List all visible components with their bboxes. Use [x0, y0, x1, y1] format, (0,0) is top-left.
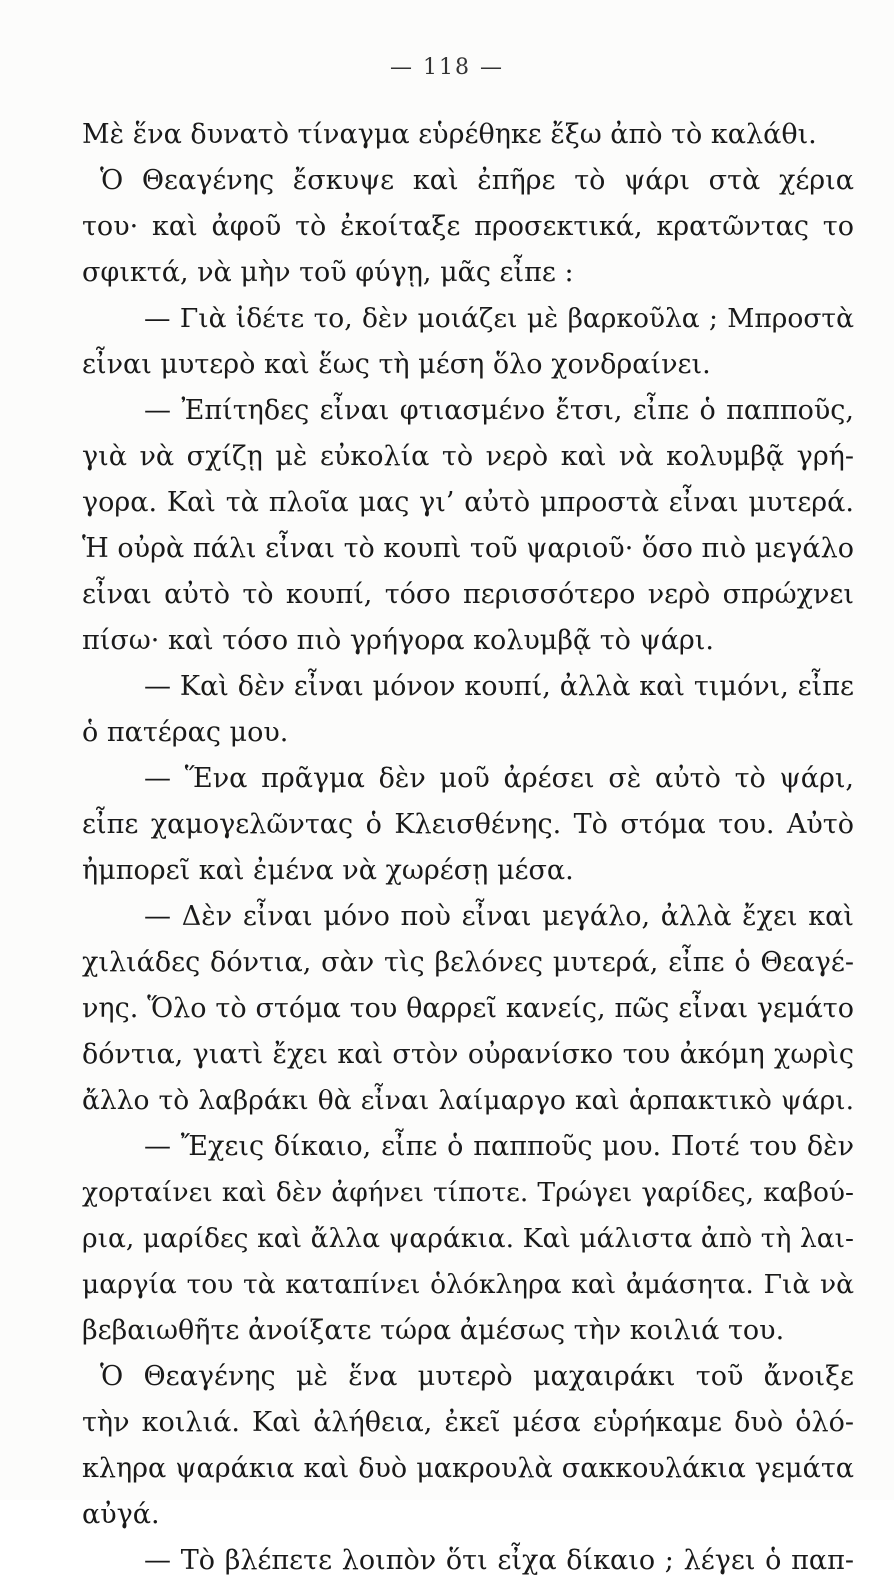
- text-line: γορα. Καὶ τὰ πλοῖα μας γι’ αὐτὸ μπροστὰ εἶναι μυτερά.: [82, 487, 854, 518]
- text-line: — Ἐπίτηδες εἶναι φτιασμένο ἔτσι, εἶπε ὁ παπποῦς,: [144, 395, 854, 426]
- text-line: ἄλλο τὸ λαβράκι θὰ εἶναι λαίμαργο καὶ ἁρπακτικὸ ψάρι.: [82, 1085, 854, 1116]
- text-line: Μὲ ἕνα δυνατὸ τίναγμα εὑρέθηκε ἔξω ἀπὸ τὸ καλάθι.: [82, 119, 817, 150]
- text-line: ὁ πατέρας μου.: [82, 717, 289, 748]
- text-line: δόντια, γιατὶ ἔχει καὶ στὸν οὐρανίσκο του ἀκόμη χωρὶς: [82, 1039, 854, 1070]
- text-line: εἶναι αὐτὸ τὸ κουπί, τόσο περισσότερο νερὸ σπρώχνει: [82, 579, 854, 610]
- text-line: — Καὶ δὲν εἶναι μόνον κουπί, ἀλλὰ καὶ τιμόνι, εἶπε: [144, 671, 854, 702]
- body-text: [82, 112, 854, 1584]
- text-line: — Ἔχεις δίκαιο, εἶπε ὁ παπποῦς μου. Ποτέ του δὲν: [144, 1131, 854, 1162]
- text-line: ἠμπορεῖ καὶ ἐμένα νὰ χωρέσῃ μέσα.: [82, 855, 574, 886]
- text-line: ρια, μαρίδες καὶ ἄλλα ψαράκια. Καὶ μάλιστα ἀπὸ τὴ λαι-: [82, 1223, 854, 1254]
- text-line: Ὁ Θεαγένης μὲ ἕνα μυτερὸ μαχαιράκι τοῦ ἄνοιξε: [100, 1361, 854, 1392]
- page-number: — 118 —: [390, 55, 504, 80]
- text-line: βεβαιωθῆτε ἀνοίξατε τώρα ἀμέσως τὴν κοιλιά του.: [82, 1315, 785, 1346]
- text-line: κληρα ψαράκια καὶ δυὸ μακρουλὰ σακκουλάκια γεμάτα: [82, 1453, 854, 1484]
- text-line: εἶναι μυτερὸ καὶ ἕως τὴ μέση ὅλο χονδραίνει.: [82, 349, 711, 380]
- text-line: νης. Ὅλο τὸ στόμα του θαρρεῖ κανείς, πῶς εἶναι γεμάτο: [82, 993, 854, 1024]
- text-line: Ὁ Θεαγένης ἔσκυψε καὶ ἐπῆρε τὸ ψάρι στὰ χέρια: [100, 165, 854, 196]
- text-line: — Γιὰ ἰδέτε το, δὲν μοιάζει μὲ βαρκοῦλα ; Μπροστὰ: [144, 303, 854, 334]
- text-line: του· καὶ ἀφοῦ τὸ ἐκοίταξε προσεκτικά, κρατῶντας το: [82, 211, 854, 242]
- text-line: χορταίνει καὶ δὲν ἀφήνει τίποτε. Τρώγει γαρίδες, καβού-: [82, 1177, 854, 1208]
- text-line: μαργία του τὰ καταπίνει ὁλόκληρα καὶ ἀμάσητα. Γιὰ νὰ: [82, 1269, 854, 1300]
- text-line: — Ἕνα πρᾶγμα δὲν μοῦ ἀρέσει σὲ αὐτὸ τὸ ψάρι,: [144, 763, 854, 794]
- text-line: χιλιάδες δόντια, σὰν τὶς βελόνες μυτερά, εἶπε ὁ Θεαγέ-: [82, 947, 854, 978]
- text-line: σφικτά, νὰ μὴν τοῦ φύγῃ, μᾶς εἶπε :: [82, 257, 574, 288]
- text-line: — Τὸ βλέπετε λοιπὸν ὅτι εἶχα δίκαιο ; λέγει ὁ παπ-: [144, 1545, 854, 1576]
- text-line: Ἡ οὐρὰ πάλι εἶναι τὸ κουπὶ τοῦ ψαριοῦ· ὅσο πιὸ μεγάλο: [82, 533, 854, 564]
- text-line: — Δὲν εἶναι μόνο ποὺ εἶναι μεγάλο, ἀλλὰ ἔχει καὶ: [144, 901, 854, 932]
- text-line: αὐγά.: [82, 1499, 160, 1530]
- text-line: πίσω· καὶ τόσο πιὸ γρήγορα κολυμβᾷ τὸ ψάρι.: [82, 625, 714, 656]
- text-line: τὴν κοιλιά. Καὶ ἀλήθεια, ἐκεῖ μέσα εὑρήκαμε δυὸ ὁλό-: [82, 1407, 854, 1438]
- text-line: γιὰ νὰ σχίζῃ μὲ εὐκολία τὸ νερὸ καὶ νὰ κολυμβᾷ γρή-: [82, 441, 854, 472]
- text-line: εἶπε χαμογελῶντας ὁ Κλεισθένης. Τὸ στόμα του. Αὐτὸ: [82, 809, 854, 840]
